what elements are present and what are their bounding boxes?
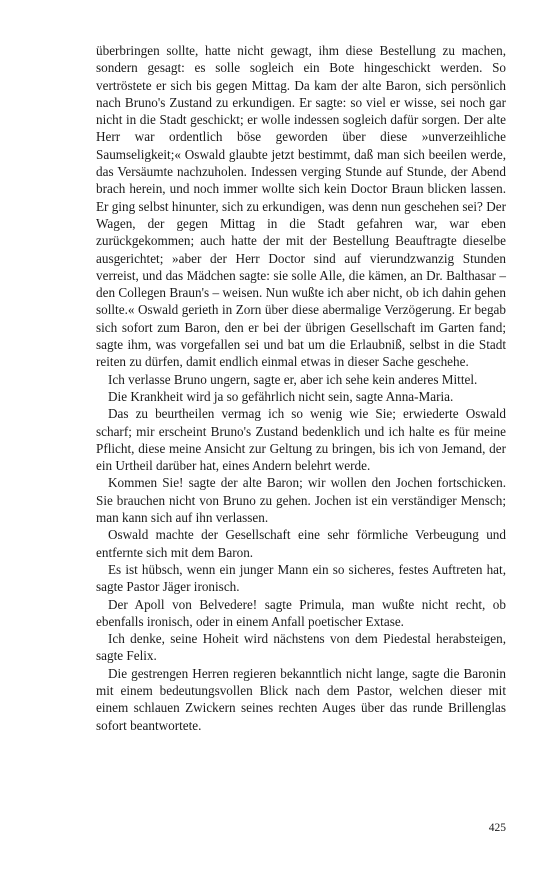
paragraph: Es ist hübsch, wenn ein junger Mann ein so sicheres, festes Auftreten hat, sagte Pastor Jäger ironisch. bbox=[96, 561, 506, 595]
paragraph: Die Krankheit wird ja so gefährlich nicht sein, sagte Anna-Maria. bbox=[108, 388, 454, 404]
paragraph: Das zu beurtheilen vermag ich so wenig wie Sie; erwiederte Oswald scharf; mir erscheint Bruno's Zustand bedenklich und ich halte es für meine Pflicht, diese meine Ansicht zur Geltung zu bringen, bis ich von Jemand, der ein Urtheil darüber hat, eines Andern belehrt werde. bbox=[96, 406, 506, 474]
paragraph: Die gestrengen Herren regieren bekanntlich nicht lange, sagte die Baronin mit einem bedeutungsvollen Blick nach dem Pastor, welchen dieser mit einem schlauen Zwickern seines rechten Auges über das runde Brillenglas sofort beantwortete. bbox=[96, 665, 506, 733]
page-number: 425 bbox=[488, 822, 506, 834]
paragraph: Ich verlasse Bruno ungern, sagte er, aber ich sehe kein anderes Mittel. bbox=[108, 371, 478, 387]
paragraph: Kommen Sie! sagte der alte Baron; wir wollen den Jochen fortschicken. Sie brauchen nicht von Bruno zu gehen. Jochen ist ein verständiger Mensch; man kann sich auf ihn verlassen. bbox=[96, 475, 506, 526]
paragraph: Der Apoll von Belvedere! sagte Primula, man wußte nicht recht, ob ebenfalls ironisch, oder in einem Anfall poetischer Extase. bbox=[96, 596, 506, 629]
paragraph: überbringen sollte, hatte nicht gewagt, ihm diese Bestellung zu machen, sondern gesagt: es solle sogleich ein Bote hingeschickt werden. So vertröstete er sich bis gegen Mittag. Da kam der alte Baron, sich persönlich nach Bruno's Zustand zu erkundigen. Er sagte: so viel er wisse, sei noch gar nicht in die Stadt geschickt; er wolle indessen sogleich dafür sorgen. Der alte Herr war ordentlich böse geworden über diese »unverzeihliche Saumseligkeit;« Oswald glaubte jetzt bestimmt, daß man sich beeilen werde, das Versäumte nachzuholen. Indessen verging Stunde auf Stunde, der Abend brach herein, und noch immer wollte sich kein Doctor Braun blicken lassen. Er ging selbst hinunter, sich zu erkundigen, was denn nun geschehen sei? Der Wagen, der gegen Mittag in die Stadt gefahren war, war eben zurückgekommen; auch hatte der mit der Bestellung Beauftragte dieselbe ausgerichtet; »aber der Herr Doctor sind auf vierundzwanzig Stunden verreist, und das Mädchen sagte: sie solle Alle, die kämen, an Dr. Balthasar – den Collegen Braun's – weisen. Nun wußte ich aber nicht, ob ich dahin gehen sollte.« Oswald gerieth in Zorn über diese abermalige Verzögerung. Er begab sich sofort zum Baron, den er bei der übrigen Gesellschaft im Garten fand; sagte ihm, was vorgefallen sei und bat um die Erlaubniß, selbst in die Stadt reiten zu dürfen, damit endlich einmal etwas in dieser Sache geschehe. bbox=[96, 43, 506, 370]
page-body bbox=[96, 42, 506, 734]
paragraph: Oswald machte der Gesellschaft eine sehr förmliche Verbeugung und entfernte sich mit dem Baron. bbox=[96, 527, 506, 560]
paragraph: Ich denke, seine Hoheit wird nächstens von dem Piedestal herabsteigen, sagte Felix. bbox=[96, 631, 506, 664]
